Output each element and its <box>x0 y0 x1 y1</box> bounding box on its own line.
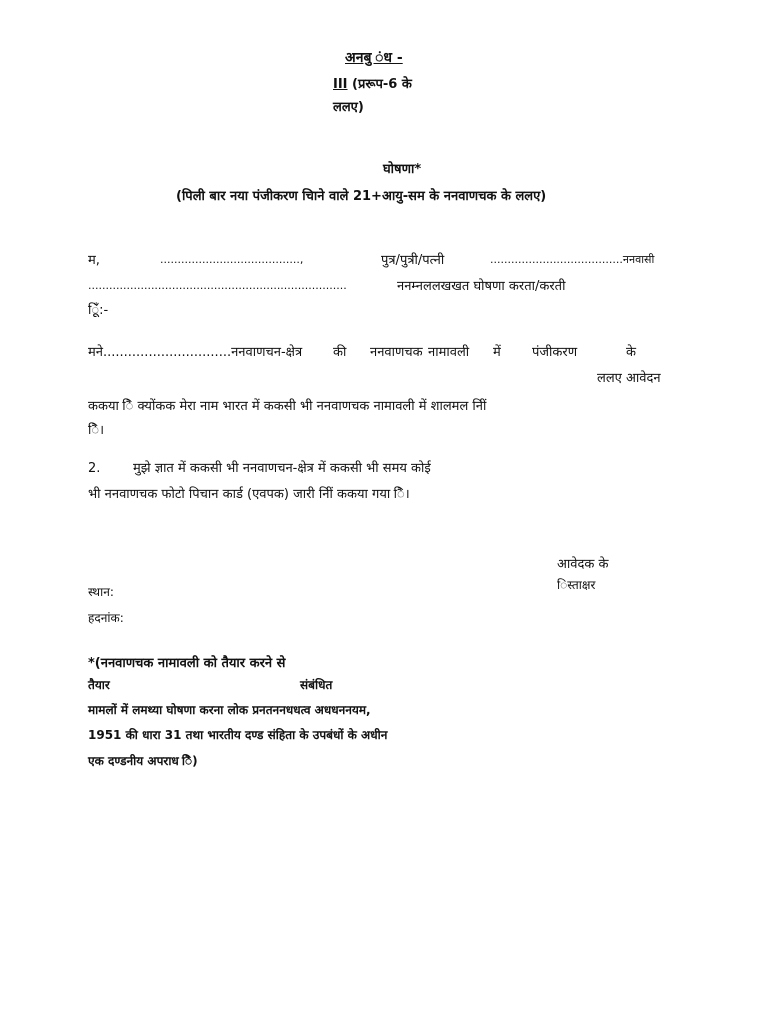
footnote-related: संबंधित <box>300 678 333 692</box>
intro-i-am: म, <box>88 253 100 268</box>
place-label: स्थान: <box>88 585 114 599</box>
annex-number: III <box>333 77 348 92</box>
resident-blank: ......................................ननवासी <box>490 253 655 266</box>
para2-line-2: भी ननवाणचक फोटो पिचान कार्ड (एवपक) जारी निीं ककया गया िै। <box>88 487 410 502</box>
annex-line-3: ललए) <box>333 100 364 115</box>
para2-number: 2. <box>88 461 101 476</box>
para1-word-ke: के <box>626 345 636 360</box>
footnote-line-1: *(ननवाणचक नामावली को तैयार करने से <box>88 656 286 671</box>
signature-line-2: िस्ताक्षर <box>557 578 596 592</box>
para1-word-roll: नामावली <box>428 345 470 360</box>
annex-line-1: अनबु ंध - <box>345 50 403 66</box>
para1-word-registration: पंजीकरण <box>532 345 578 360</box>
declaration-title: घोषणा* <box>383 162 422 177</box>
para1-word-in: में <box>493 345 501 360</box>
para1-line-2: ललए आवेदन <box>597 371 661 386</box>
para1-line-3: ककया िै क्योंकक मेरा नाम भारत में ककसी भी ननवाणचक नामावली में शालमल निीं <box>88 399 487 414</box>
para1-word-ki: की <box>333 345 347 360</box>
name-blank: ........................................, <box>160 253 304 266</box>
annex-line-2 <box>333 78 412 91</box>
declare-label: ननम्नललखखत घोषणा करता/करती <box>397 279 566 294</box>
footnote-line-5: एक दण्डनीय अपराध िै) <box>88 754 198 768</box>
footnote-line-4: 1951 की धारा 31 तथा भारतीय दण्ड संहिता के उपबंधों के अधीन <box>88 728 388 742</box>
para1-word-electoral: ननवाणचक <box>370 345 423 360</box>
intro-line-3: िूूँ:- <box>88 303 109 318</box>
date-label: हदनांक: <box>88 611 124 625</box>
annex-form-label: (प्ररूप-6 के <box>347 77 412 92</box>
relation-label: पुत्र/पुत्री/पत्नी <box>381 253 445 268</box>
footnote-line-3: मामलों में लमथ्या घोषणा करना लोक प्रनतननधधत्व अधधननयम, <box>88 703 371 717</box>
footnote-prepare: तैयार <box>88 678 110 692</box>
signature-line-1: आवेदक के <box>557 557 609 572</box>
declaration-subtitle: (पिली बार नया पंजीकरण चािने वाले 21+आयु-सम के ननवाणचक के ललए) <box>176 189 547 204</box>
para1-line-4: िै। <box>88 423 105 438</box>
para2-text: मुझे ज्ञात में ककसी भी ननवाणचन-क्षेत्र में ककसी भी समय कोई <box>133 461 431 476</box>
para1-constituency: मने...............................ननवाणचन-क्षेत्र <box>88 345 303 360</box>
address-blank: .......................................................................... <box>88 279 347 292</box>
